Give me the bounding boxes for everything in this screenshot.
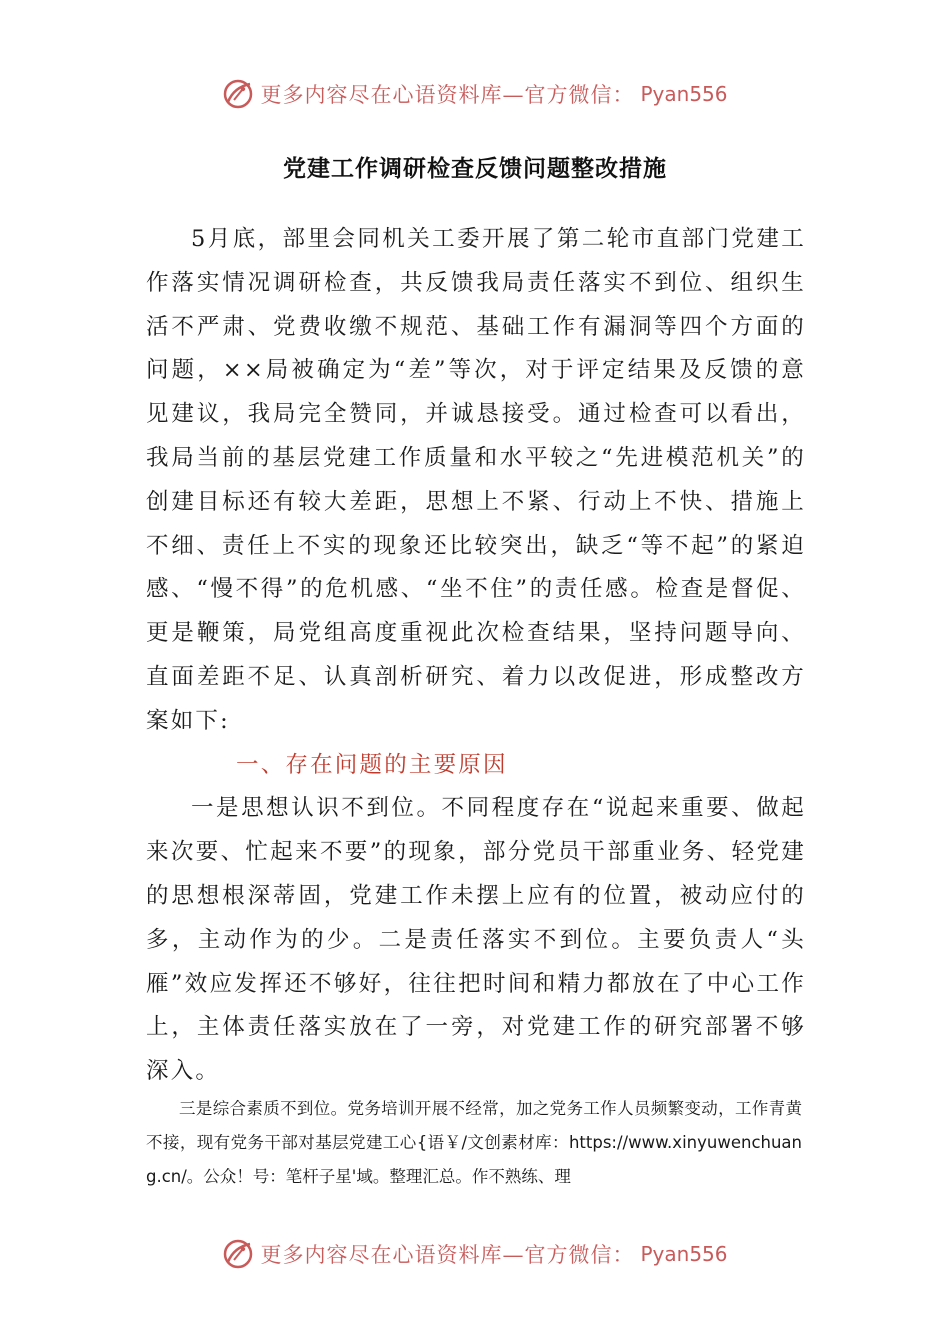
document-continuation [146,1092,802,1194]
watermark-wechat-id: Pyan556 [640,1242,728,1266]
paragraph-quality: 三是综合素质不到位。党务培训开展不经常，加之党务工作人员频繁变动，工作青黄不接，现有党务干部对基层党建工心{语￥/文创素材库：https://www.xinyuwenchuang.cn/。公众！号：笔杆子星'域。整理汇总。作不熟练、理 [146,1099,802,1186]
document-title: 党建工作调研检查反馈问题整改措施 [283,156,667,182]
paragraph-causes: 一是思想认识不到位。不同程度存在“说起来重要、做起来次要、忙起来不要”的现象，部分党员干部重业务、轻党建的思想根深蒂固，党建工作未摆上应有的位置，被动应付的多，主动作为的少。二是责任落实不到位。主要负责人“头雁”效应发挥还不够好，往往把时间和精力都放在了中心工作上，主体责任落实放在了一旁，对党建工作的研究部署不够深入。 [146,795,806,1085]
watermark-text: 更多内容尽在心语资料库—官方微信： [260,83,635,107]
paragraph-intro: 5月底，部里会同机关工委开展了第二轮市直部门党建工作落实情况调研检查，共反馈我局责任落实不到位、组织生活不严肃、党费收缴不规范、基础工作有漏洞等四个方面的问题，××局被确定为“差”等次，对于评定结果及反馈的意见建议，我局完全赞同，并诚恳接受。通过检查可以看出，我局当前的基层党建工作质量和水平较之“先进模范机关”的创建目标还有较大差距，思想上不紧、行动上不快、措施上不细、责任上不实的现象还比较突出，缺乏“等不起”的紧迫感、“慢不得”的危机感、“坐不住”的责任感。检查是督促、更是鞭策，局党组高度重视此次检查结果，坚持问题导向、直面差距不足、认真剖析研究、着力以改促进，形成整改方案如下: [146,226,806,734]
watermark-wechat-id: Pyan556 [640,82,728,106]
brand-logo-icon [222,1238,254,1270]
watermark-text: 更多内容尽在心语资料库—官方微信： [260,1243,635,1267]
document-body [146,218,806,1094]
brand-logo-icon [222,78,254,110]
footer-watermark [0,1234,950,1274]
section-heading: 一、存在问题的主要原因 [236,751,508,778]
header-watermark [0,74,950,114]
